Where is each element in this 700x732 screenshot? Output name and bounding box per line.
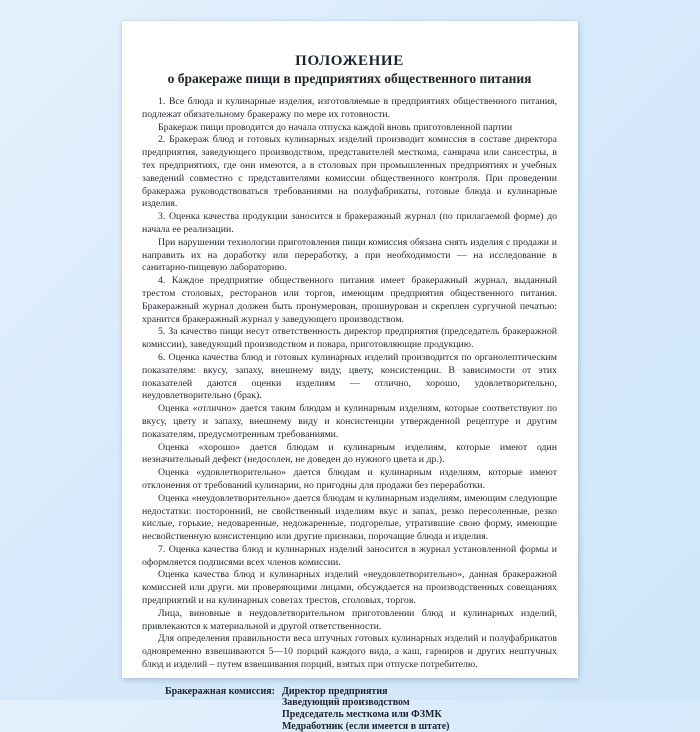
- commission-member: Заведующий производством: [282, 697, 410, 709]
- paragraph: Оценка «отлично» дается таким блюдам и кулинарным изделиям, которые соответствуют по вкусу, цвету и запаху, внешнему виду и консистенции утвержденной рецептуре и другим показателям, предусмотренным требованиями.: [142, 403, 557, 440]
- paragraph: 3. Оценка качества продукции заносится в бракеражный журнал (по прилагаемой форме) до начала ее реализации.: [142, 211, 557, 235]
- commission-members: [282, 686, 450, 732]
- document-title: ПОЛОЖЕНИЕ: [295, 53, 404, 69]
- paragraph: Оценка «неудовлетворительно» дается блюдам и кулинарным изделиям, имеющим следующие недостатки: посторонний, не свойственный изделиям вкус и запах, резко пересоленные, резко кислые, горькие, недоваренные, недожаренные, подгорелые, утратившие свою форму, имеющие несвойственную консистенцию или другие признаки, порочащие блюда и изделия.: [142, 492, 557, 543]
- paragraph: Бракераж пищи проводится до начала отпуска каждой вновь приготовленной партии: [158, 121, 513, 133]
- commission-member: Медработник (если имеется в штате): [282, 720, 450, 732]
- paragraph: Оценка качества блюд и кулинарных изделий «неудовлетворительно», данная бракеражной комиссией или други. ми проверяющими лицами, обсуждается на производственных совещаниях предприятий и на кулинарных советах трестов, столовых, торгов.: [142, 569, 557, 607]
- paragraph: 2. Бракераж блюд и готовых кулинарных изделий производит комиссия в составе директора предприятия, заведующего производством, представителей месткома, санврача или сансестры, в тех предприятиях, где они имеются, а в столовых при промышленных предприятиях и учебных заведений совместно с представителями комиссии общественного контроля. При проведении бракеража руководствоваться требованиями на полуфабрикаты, готовые блюда и кулинарные изделия.: [142, 134, 557, 210]
- document-subtitle: о бракераже пищи в предприятиях общественного питания: [167, 71, 532, 86]
- document-body: [142, 96, 557, 672]
- paragraph: 7. Оценка качества блюд и кулинарных изделий заносится в журнал установленной формы и оформляется подписями всех членов комиссии.: [142, 543, 557, 568]
- paragraph: Оценка «хорошо» дается блюдам и кулинарным изделиям, которые имеют один незначительный дефект (недосолен, не доведен до нужного цвета и др.).: [142, 441, 557, 466]
- paragraph: 4. Каждое предприятие общественного питания имеет бракеражный журнал, выданный трестом столовых, ресторанов или торгов, имеющим предприятия общественного питания. Бракеражный журнал должен быть пронумерован, прошнурован и скреплен сургучной печатью: хранится бракеражный журнал у заведующего производством.: [142, 275, 557, 325]
- commission-label: Бракеражная комиссия:: [165, 685, 275, 697]
- commission-member: Директор предприятия: [282, 685, 388, 697]
- paragraph: Лица, виновные в неудовлетворительном приготовлении блюд и кулинарных изделий, привлекаются к материальной и другой ответственности.: [142, 607, 557, 632]
- paragraph: При нарушении технологии приготовления пищи комиссия обязана снять изделия с продажи и направить их на доработку или переработку, а при необходимости — на исследование в санитарно-пищевую лабораторию.: [142, 236, 557, 274]
- paragraph: Для определения правильности веса штучных готовых кулинарных изделий и полуфабрикатов одновременно взвешиваются 5—10 порций каждого вида, а каш, гарниров и других нештучных блюд и изделий – путем взвешивания порций, взятых при отпуске потребителю.: [142, 633, 557, 671]
- paragraph: 6. Оценка качества блюд и готовых кулинарных изделий производится по органолептическим показателям: вкусу, запаху, внешнему виду, цвету, консистенции. В зависимости от этих показателей даются оценки изделиям — отлично, хорошо, удовлетворительно, неудовлетворительно (брак).: [142, 351, 557, 402]
- paragraph: 1. Все блюда и кулинарные изделия, изготовляемые в предприятиях общественного питания, подлежат обязательному бракеражу по мере их готовности.: [142, 96, 557, 120]
- commission-member: Председатель месткома или ФЗМК: [282, 709, 442, 721]
- commission-block: [142, 686, 557, 732]
- document-page: [122, 21, 578, 732]
- paragraph: 5. За качество пищи несут ответственность директор предприятия (председатель бракеражной комиссии), заведующий производством и повара, приготовляющие продукцию.: [142, 326, 557, 351]
- paragraph: Оценка «удовлетворительно» дается блюдам и кулинарным изделиям, которые имеют отклонения от требований кулинарии, но пригодны для продажи без переработки.: [142, 467, 557, 491]
